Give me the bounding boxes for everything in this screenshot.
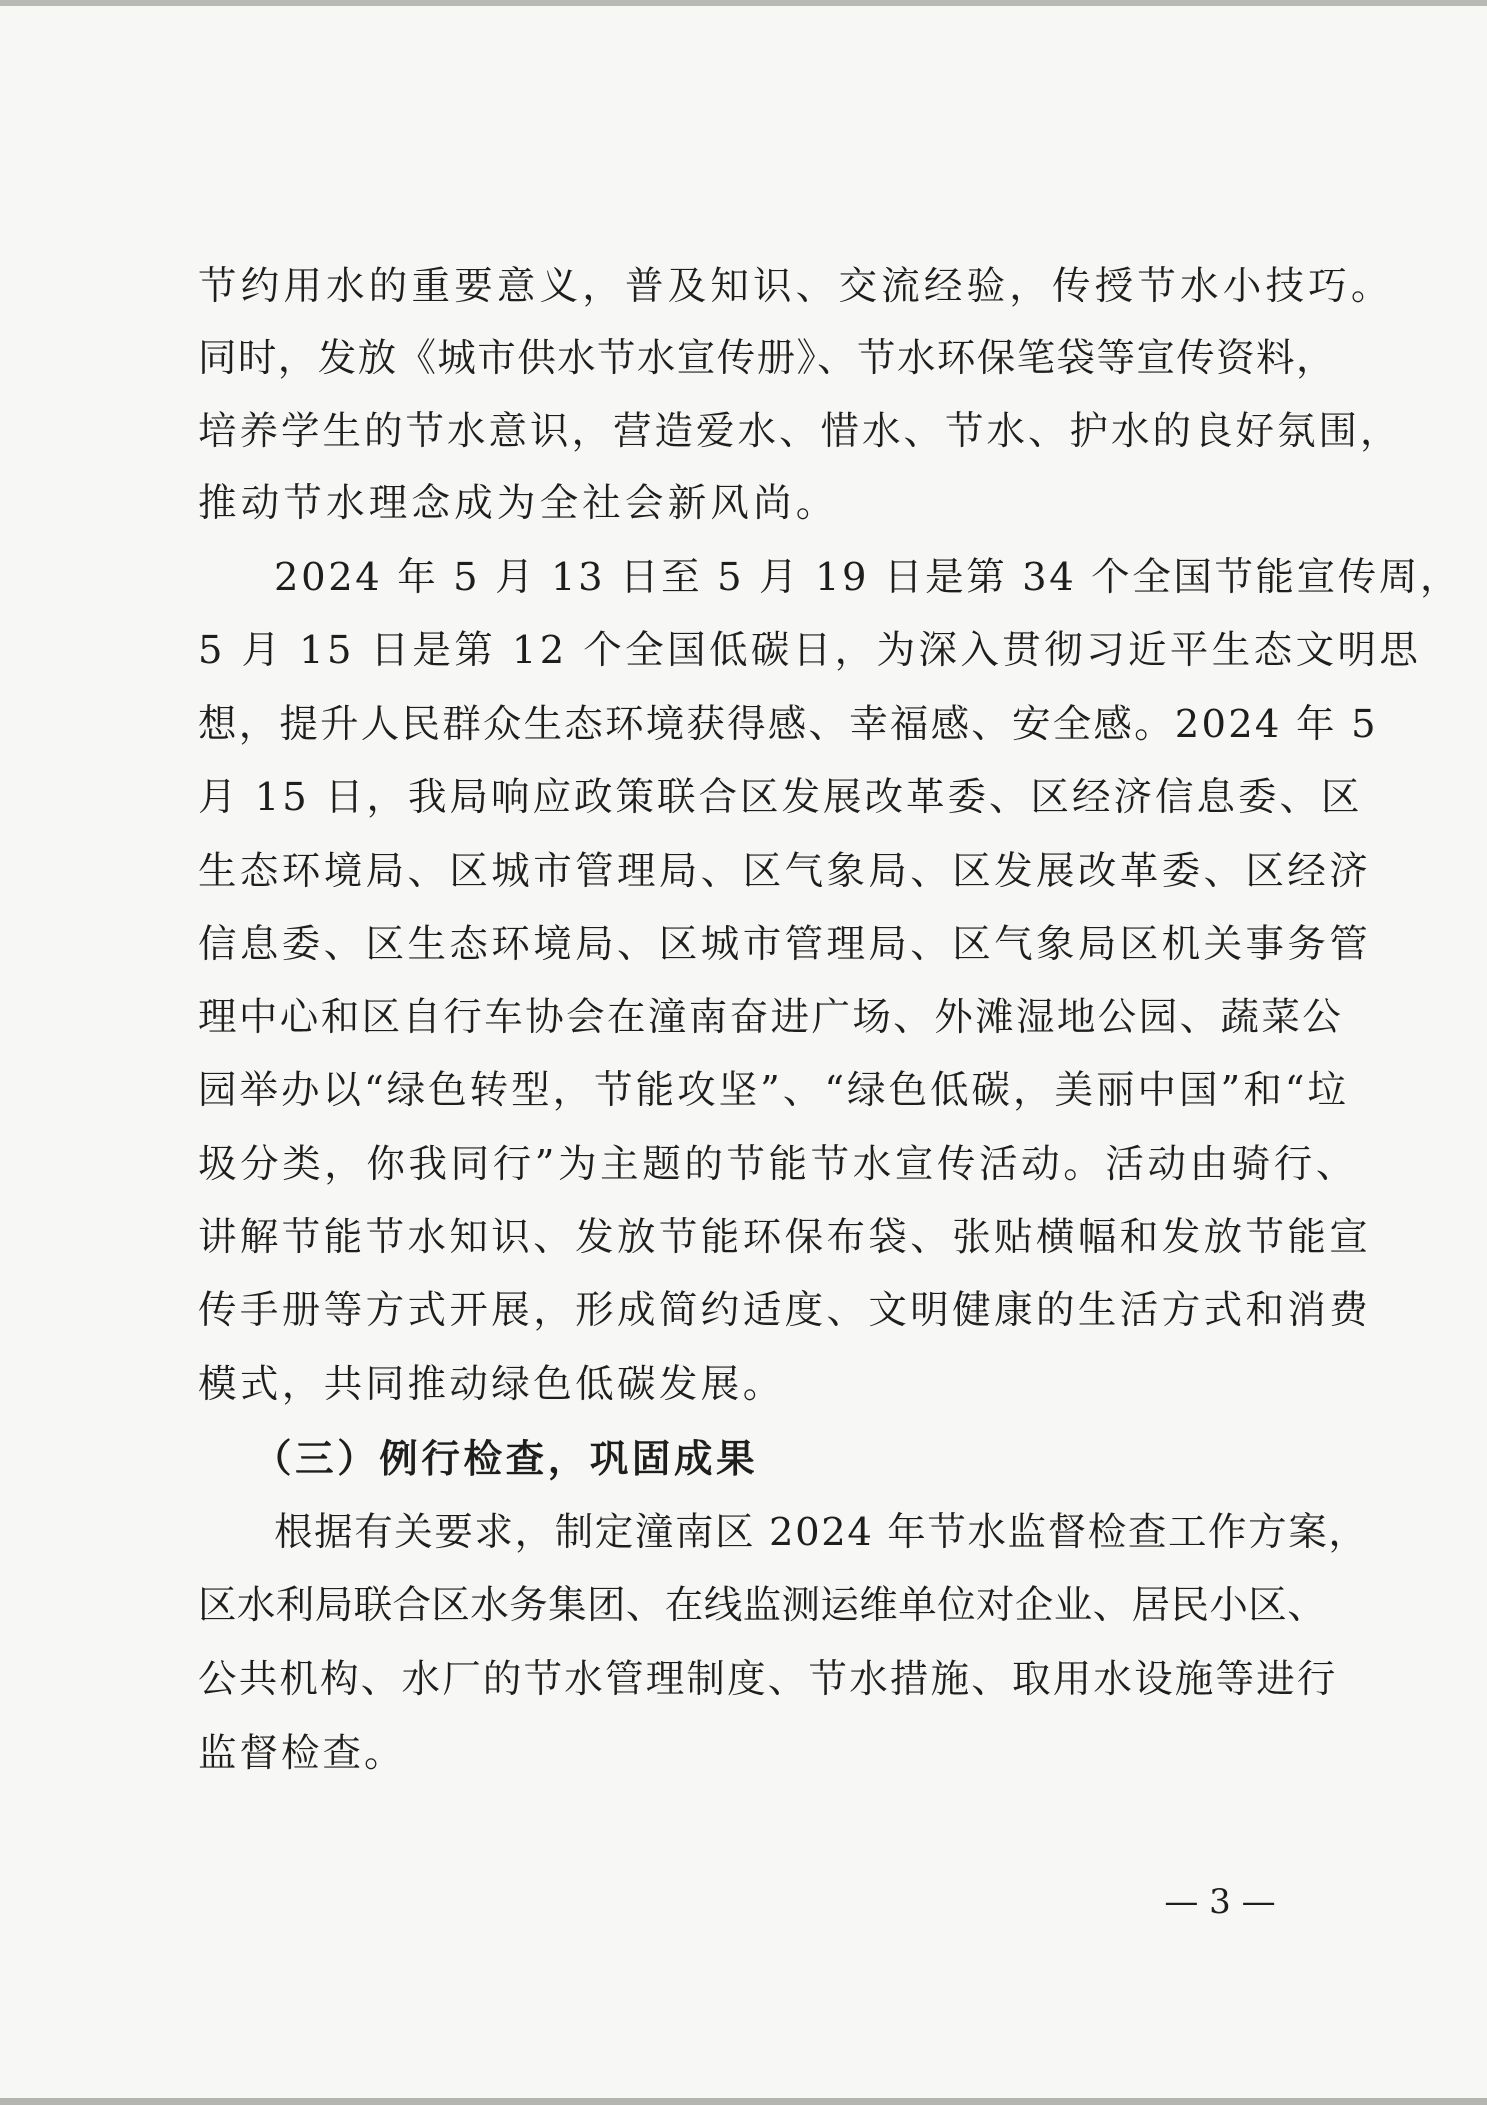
- paragraph-line: 讲解节能节水知识、发放节能环保布袋、张贴横幅和发放节能宣: [198, 1215, 1372, 1260]
- paragraph-line: 5 月 15 日是第 12 个全国低碳日，为深入贯彻习近平生态文明思: [198, 628, 1422, 673]
- scan-top-edge: [0, 0, 1487, 6]
- paragraph-line: 区水利局联合区水务集团、在线监测运维单位对企业、居民小区、: [198, 1583, 1327, 1628]
- section-heading: （三）例行检查，巩固成果: [253, 1437, 759, 1482]
- paragraph-line: 模式，共同推动绿色低碳发展。: [198, 1362, 785, 1407]
- paragraph-line: 监督检查。: [198, 1731, 406, 1776]
- paragraph-line: 同时，发放《城市供水节水宣传册》、节水环保笔袋等宣传资料，: [198, 336, 1336, 381]
- paragraph-line: 生态环境局、区城市管理局、区气象局、区发展改革委、区经济: [198, 849, 1372, 894]
- paragraph-line: 培养学生的节水意识，营造爱水、惜水、节水、护水的良好氛围，: [198, 409, 1402, 454]
- paragraph-line: 推动节水理念成为全社会新风尚。: [198, 481, 839, 526]
- scan-bottom-edge: [0, 2098, 1487, 2105]
- paragraph-line: 传手册等方式开展，形成简约适度、文明健康的生活方式和消费: [198, 1288, 1372, 1333]
- paragraph-line: 圾分类，你我同行”为主题的节能节水宣传活动。活动由骑行、: [198, 1142, 1358, 1187]
- paragraph-line: 根据有关要求，制定潼南区 2024 年节水监督检查工作方案，: [274, 1510, 1369, 1555]
- paragraph-line: 理中心和区自行车协会在潼南奋进广场、外滩湿地公园、蔬菜公: [198, 995, 1344, 1040]
- paragraph-line: 2024 年 5 月 13 日至 5 月 19 日是第 34 个全国节能宣传周，: [274, 555, 1462, 600]
- paragraph-line: 节约用水的重要意义，普及知识、交流经验，传授节水小技巧。: [198, 264, 1394, 309]
- paragraph-line: 园举办以“绿色转型，节能攻坚”、“绿色低碳，美丽中国”和“垃: [198, 1068, 1349, 1113]
- paragraph-line: 想，提升人民群众生态环境获得感、幸福感、安全感。2024 年 5: [198, 702, 1378, 747]
- paragraph-line: 月 15 日，我局响应政策联合区发展改革委、区经济信息委、区: [198, 775, 1363, 820]
- paragraph-line: 公共机构、水厂的节水管理制度、节水措施、取用水设施等进行: [198, 1657, 1338, 1702]
- page-number: — 3 —: [1164, 1882, 1276, 1922]
- paragraph-line: 信息委、区生态环境局、区城市管理局、区气象局区机关事务管: [198, 922, 1372, 967]
